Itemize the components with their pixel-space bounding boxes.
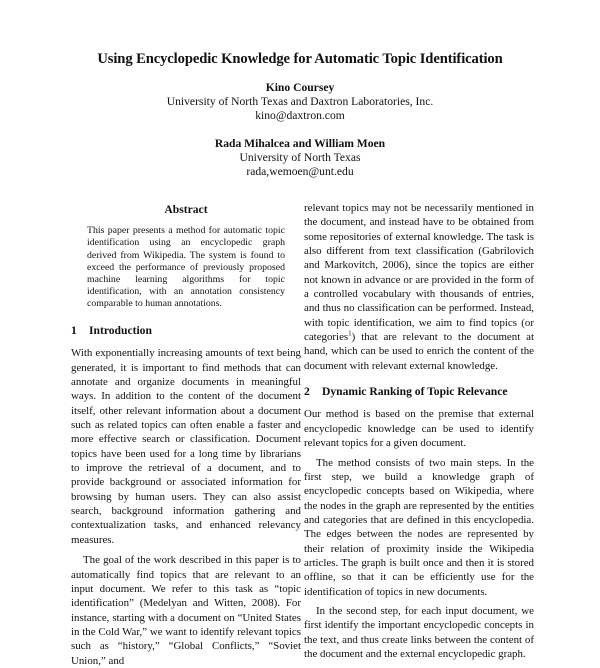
section-heading-introduction: [71, 324, 301, 338]
intro-paragraph-1: With exponentially increasing amounts of text being generated, it is important to find methods that can annotate and organize documents in meaningful ways. In addition to the content of the document itself, other relevant information about a document such as related topics can often enable a faster and more effective search or classification. Document topics have been used for a long time by librarians to improve the retrieval of a document, and to provide background or associated information for browsing by human users. They can also assist search, background information gathering and contextualization tasks, and enhanced relevancy measures.: [71, 347, 301, 546]
continued-text-after: ) that are relevant to the document at hand, which can be used to enrich the content of the document with relevant external knowledge.: [304, 331, 534, 372]
paper-title: Using Encyclopedic Knowledge for Automatic Topic Identification: [97, 51, 503, 67]
author-email: rada,wemoen@unt.edu: [246, 165, 354, 179]
footnote-mark: 1: [348, 329, 352, 338]
author-block-1: [100, 81, 500, 124]
intro-paragraph-2: The goal of the work described in this paper is to automatically find topics that are relevant to an input document. We refer to this task as “topic identification” (Medelyan and Witten, 2008). For instance, starting with a document on “United States in the Cold War,” we want to identify relevant topics such as “history,” “Global Conflicts,” “Soviet Union,” and: [71, 554, 301, 667]
section-heading-dynamic-ranking: [304, 385, 534, 399]
section-number: 1: [71, 324, 77, 337]
author-email: kino@daxtron.com: [255, 109, 345, 123]
section2-paragraph-2: The method consists of two main steps. In the first step, we build a knowledge graph of encyclopedic concepts based on Wikipedia, where the nodes in the graph are represented by the entities and categories that are defined in this encyclopedia. The edges between the nodes are represented by their relation of proximity inside the Wikipedia articles. The graph is built once and then it is stored offline, so that it can be efficiently use for the identification of topics in new documents.: [304, 456, 534, 598]
right-column: [304, 201, 534, 661]
section-title: Dynamic Ranking of Topic Relevance: [322, 385, 508, 399]
continued-text-before: relevant topics may not be necessarily mentioned in the document, and instead have to be obtained from some repositories of external knowledge. The task is also different from text classification (Gabrilovich and Markovitch, 2006), since the topics are either not known in advance or are provided in the form of a controlled vocabulary with thousands of entries, and thus no classification can be performed. Instead, with topic identification, we aim to find topics (or categories: [304, 202, 534, 344]
left-column: [71, 203, 301, 668]
author-name: Kino Coursey: [265, 81, 335, 94]
abstract-heading: Abstract: [164, 203, 208, 216]
section2-paragraph-3: In the second step, for each input document, we first identify the important encyclopedic concepts in the text, and thus create links between the content of the document and the external encyclopedic graph.: [304, 604, 534, 660]
abstract-text: This paper presents a method for automatic topic identification using an encyclopedic graph derived from Wikipedia. The system is found to exceed the performance of previously proposed machine learning algorithms for topic identification, with an annotation consistency comparable to human annotations.: [87, 225, 285, 309]
section-title: Introduction: [89, 324, 152, 337]
author-name: Rada Mihalcea and William Moen: [214, 137, 386, 150]
section-number: 2: [304, 385, 310, 399]
author-block-2: [100, 137, 500, 180]
author-affiliation: University of North Texas and Daxtron Laboratories, Inc.: [166, 95, 434, 109]
author-affiliation: University of North Texas: [239, 151, 361, 165]
section2-paragraph-1: Our method is based on the premise that external encyclopedic knowledge can be used to identify relevant topics for a given document.: [304, 408, 534, 450]
intro-paragraph-continued: [304, 201, 534, 373]
